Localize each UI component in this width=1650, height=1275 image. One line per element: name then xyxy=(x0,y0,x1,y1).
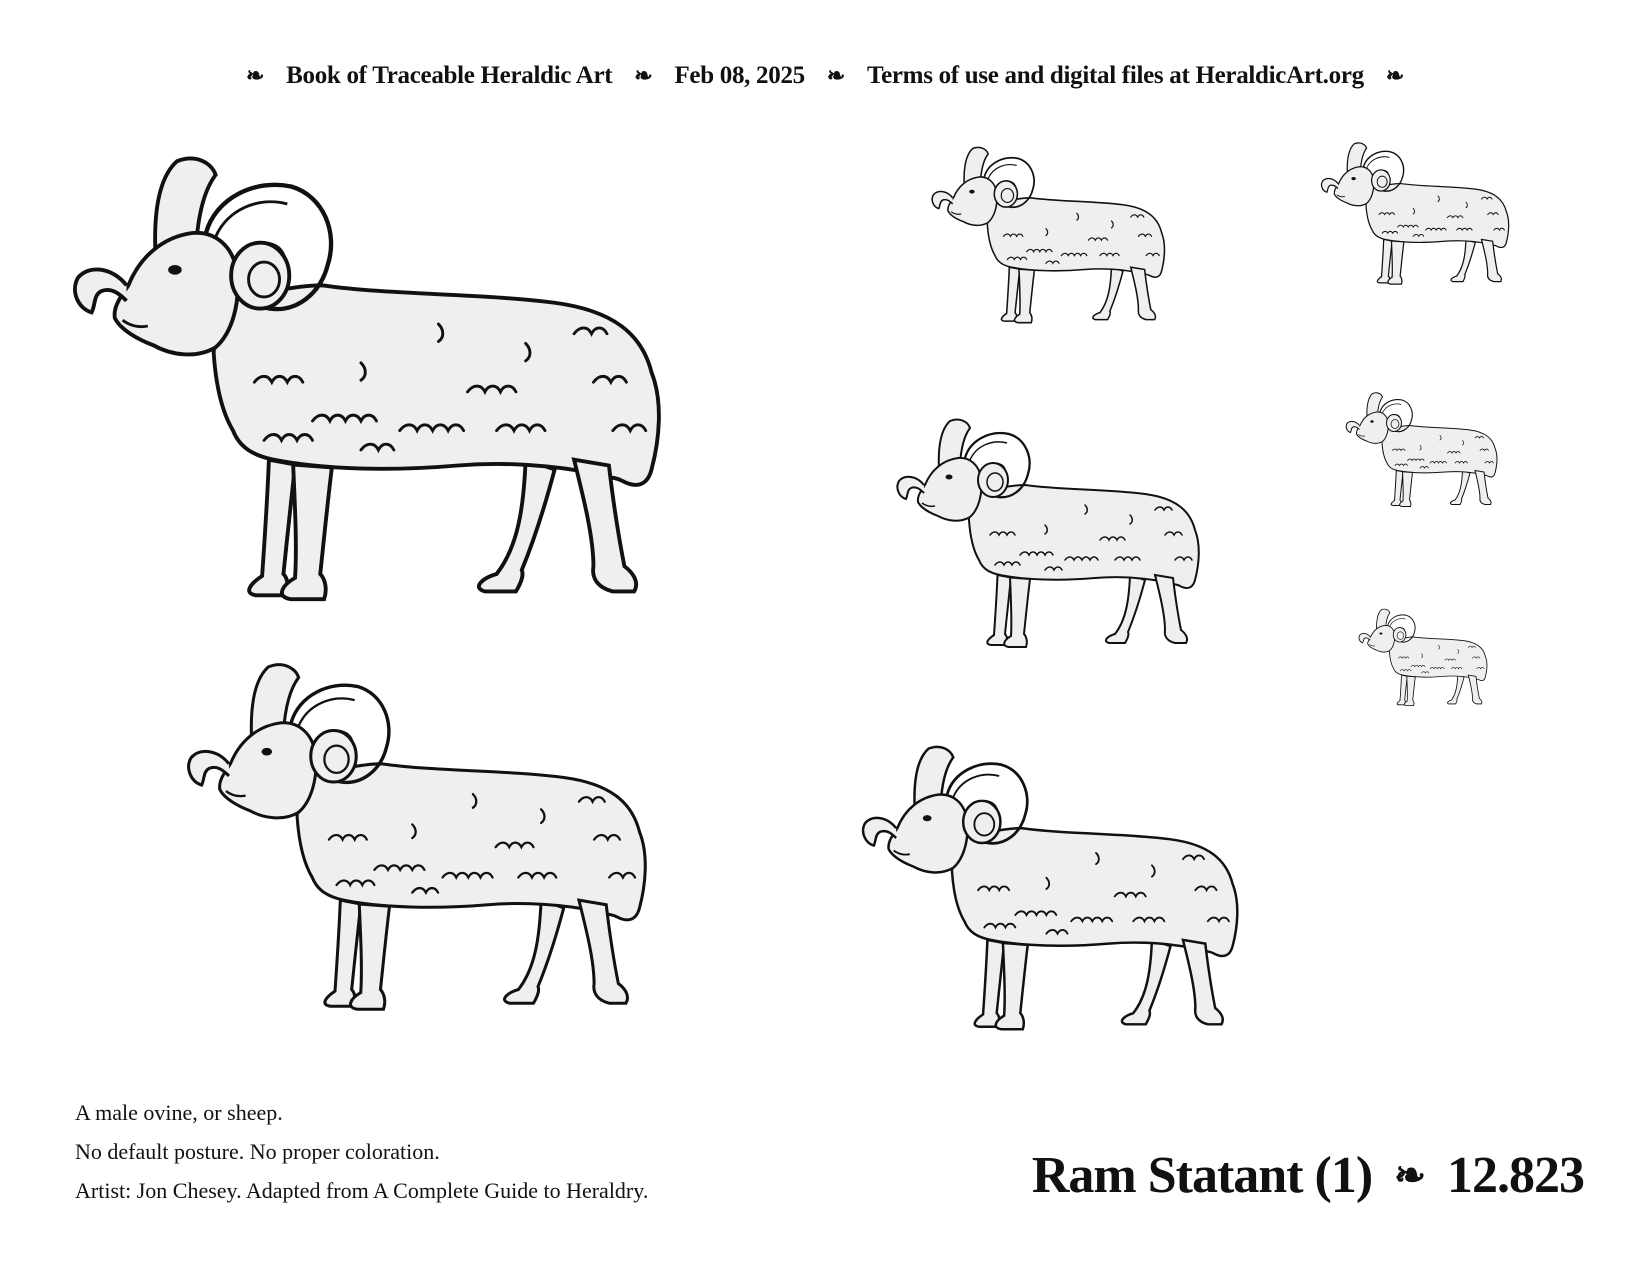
ram-figure-medium xyxy=(860,735,1270,1033)
charge-name: Ram Statant (1) xyxy=(1031,1146,1373,1204)
ram-figure-tiny xyxy=(1345,388,1510,508)
terms-of-use: Terms of use and digital files at HeraldicArt.org xyxy=(867,62,1364,89)
ram-figure-smallest xyxy=(1358,605,1498,707)
fleuron-icon: ❧ xyxy=(826,63,845,88)
fleuron-icon: ❧ xyxy=(634,63,653,88)
header-date: Feb 08, 2025 xyxy=(674,62,805,89)
artist-credit: Artist: Jon Chesey. Adapted from A Complete Guide to Heraldry. xyxy=(75,1178,649,1203)
ram-figure-large xyxy=(70,140,710,605)
plate-title xyxy=(1032,1140,1584,1210)
description-line: No default posture. No proper coloration. xyxy=(75,1139,440,1164)
fleuron-icon: ❧ xyxy=(246,63,265,88)
ram-figure-medium-small xyxy=(895,410,1225,650)
description xyxy=(75,1093,648,1210)
ram-figure-small xyxy=(930,140,1185,325)
ram-figure-medium-large xyxy=(185,650,685,1014)
page-header xyxy=(0,56,1650,96)
fleuron-icon: ❧ xyxy=(1385,63,1404,88)
description-line: A male ovine, or sheep. xyxy=(75,1100,283,1125)
fleuron-icon: ❧ xyxy=(1394,1154,1425,1197)
book-title: Book of Traceable Heraldic Art xyxy=(286,62,613,89)
ram-figure-smaller xyxy=(1320,137,1525,286)
plate-number: 12.823 xyxy=(1447,1146,1584,1204)
